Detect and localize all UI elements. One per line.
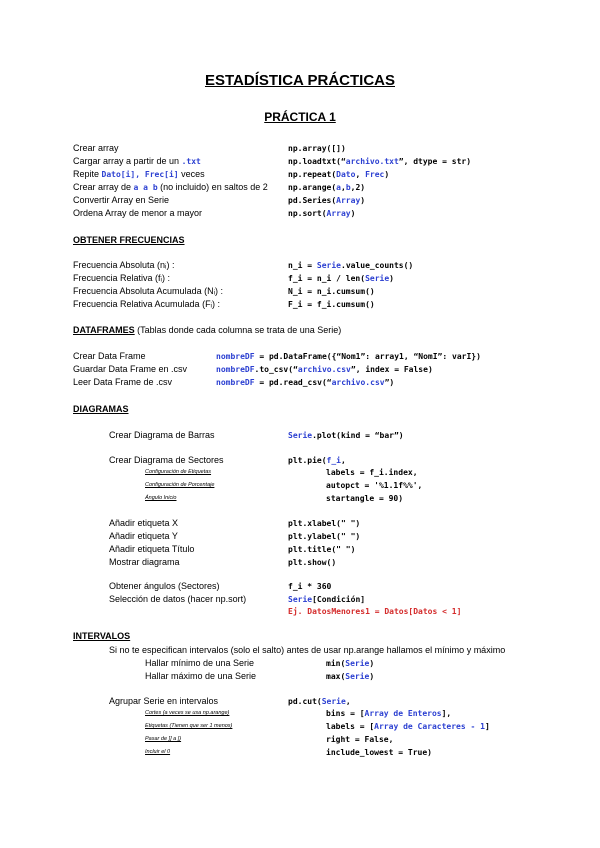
basic-code-create-array: np.array([]) bbox=[288, 144, 346, 153]
basic-label-repeat: Repite Dato[i], Frec[i] veces bbox=[73, 169, 205, 179]
freq-code-rel-acc: F_i = f_i.cumsum() bbox=[288, 300, 375, 309]
cut-sub-label-bins: Cortes (a veces se usa np.arange) bbox=[145, 710, 230, 716]
df-heading-line bbox=[73, 325, 341, 335]
diag-label-xlabel: Añadir etiqueta X bbox=[109, 518, 179, 528]
df-code-read: nombreDF = pd.read_csv(“archivo.csv”) bbox=[216, 378, 395, 387]
int-label-min: Hallar mínimo de una Serie bbox=[145, 658, 255, 668]
pie-sub-code-pct: autopct = '%1.1f%%', bbox=[326, 481, 423, 490]
diag-code-bars: Serie.plot(kind = “bar”) bbox=[288, 431, 404, 440]
diag-code-title: plt.title(" ") bbox=[288, 545, 356, 554]
df-label-read: Leer Data Frame de .csv bbox=[73, 377, 173, 387]
df-label-save: Guardar Data Frame en .csv bbox=[73, 364, 188, 374]
basic-label-create-array: Crear array bbox=[73, 143, 119, 153]
basic-code-arange: np.arange(a,b,2) bbox=[288, 183, 366, 192]
freq-code-rel: f_i = n_i / len(Serie) bbox=[288, 274, 394, 283]
df-code-create: nombreDF = pd.DataFrame({“Nom1”: array1, “NomI”: varI}) bbox=[216, 352, 481, 361]
freq-code-abs: n_i = Serie.value_counts() bbox=[288, 261, 414, 270]
diag-label-title: Añadir etiqueta Título bbox=[109, 544, 195, 554]
basic-label-arange: Crear array de a a b (no incluido) en saltos de 2 bbox=[73, 182, 268, 192]
int-label-cut: Agrupar Serie en intervalos bbox=[109, 696, 219, 706]
basic-label-sort: Ordena Array de menor a mayor bbox=[73, 208, 203, 218]
pie-sub-label-angle: Ángulo Inicio bbox=[145, 495, 177, 501]
diag-code-xlabel: plt.xlabel(" ") bbox=[288, 519, 361, 528]
cut-sub-code-bins: bins = [Array de Enteros], bbox=[326, 709, 452, 718]
practice-title: PRÁCTICA 1 bbox=[264, 110, 336, 124]
diag-heading: DIAGRAMAS bbox=[73, 404, 129, 414]
diag-label-pie: Crear Diagrama de Sectores bbox=[109, 455, 224, 465]
diag-example: Ej. DatosMenores1 = Datos[Datos < 1] bbox=[288, 607, 462, 616]
basic-code-loadtxt: np.loadtxt(“archivo.txt”, dtype = str) bbox=[288, 157, 472, 166]
df-heading-note: (Tablas donde cada columna se trata de una Serie) bbox=[134, 325, 342, 335]
cut-sub-label-right: Pasar de ]] a [) bbox=[145, 736, 182, 742]
int-heading: INTERVALOS bbox=[73, 631, 131, 641]
pie-sub-label-labels: Configuración de Etiquetas bbox=[145, 469, 212, 475]
int-code-max: max(Serie) bbox=[326, 672, 375, 681]
diag-label-select: Selección de datos (hacer np.sort) bbox=[109, 594, 247, 604]
diag-code-ylabel: plt.ylabel(" ") bbox=[288, 532, 361, 541]
cut-sub-code-right: right = False, bbox=[326, 735, 394, 744]
pie-sub-code-angle: startangle = 90) bbox=[326, 494, 404, 503]
freq-label-abs: Frecuencia Absoluta (nᵢ) : bbox=[73, 260, 175, 270]
freq-label-abs-acc: Frecuencia Absoluta Acumulada (Nᵢ) : bbox=[73, 286, 223, 296]
basic-code-series: pd.Series(Array) bbox=[288, 196, 366, 205]
basic-code-repeat: np.repeat(Dato, Frec) bbox=[288, 170, 390, 179]
basic-label-series: Convertir Array en Serie bbox=[73, 195, 170, 205]
freq-label-rel-acc: Frecuencia Relativa Acumulada (Fᵢ) : bbox=[73, 299, 220, 309]
diag-label-bars: Crear Diagrama de Barras bbox=[109, 430, 215, 440]
page-title: ESTADÍSTICA PRÁCTICAS bbox=[204, 72, 395, 89]
int-label-max: Hallar máximo de una Serie bbox=[145, 671, 257, 681]
cut-sub-code-labels: labels = [Array de Caracteres - 1] bbox=[326, 722, 490, 731]
int-note: Si no te especifican intervalos (solo el salto) antes de usar np.arange hallamos el mínimo y máximo bbox=[109, 645, 506, 655]
int-code-min: min(Serie) bbox=[326, 659, 375, 668]
freq-code-abs-acc: N_i = n_i.cumsum() bbox=[288, 287, 375, 296]
df-code-save: nombreDF.to_csv(“archivo.csv”, index = False) bbox=[216, 365, 433, 374]
df-label-create: Crear Data Frame bbox=[73, 351, 146, 361]
diag-label-show: Mostrar diagrama bbox=[109, 557, 180, 567]
diag-code-pie: plt.pie(f_i, bbox=[288, 456, 346, 465]
cut-sub-label-labels: Etiquetas (Tienen que ser 1 menos) bbox=[145, 723, 233, 729]
freq-heading: OBTENER FRECUENCIAS bbox=[73, 235, 185, 245]
diag-label-ylabel: Añadir etiqueta Y bbox=[109, 531, 178, 541]
freq-label-rel: Frecuencia Relativa (fᵢ) : bbox=[73, 273, 170, 283]
diag-label-angles: Obtener ángulos (Sectores) bbox=[109, 581, 220, 591]
txt-ext: .txt bbox=[181, 157, 201, 166]
basic-code-sort: np.sort(Array) bbox=[288, 209, 356, 218]
int-code-cut: pd.cut(Serie, bbox=[288, 697, 351, 706]
cut-sub-label-lowest: Incluir el 0 bbox=[145, 749, 171, 755]
df-heading: DATAFRAMES bbox=[73, 325, 135, 335]
cut-sub-code-lowest: include_lowest = True) bbox=[326, 748, 432, 757]
pie-sub-label-pct: Configuración de Porcentaje bbox=[145, 482, 215, 488]
pie-sub-code-labels: labels = f_i.index, bbox=[326, 468, 418, 477]
diag-code-select: Serie[Condición] bbox=[288, 595, 366, 604]
diag-code-angles: f_i * 360 bbox=[288, 582, 332, 591]
diag-code-show: plt.show() bbox=[288, 558, 337, 567]
basic-label-loadtxt: Cargar array a partir de un .txt bbox=[73, 156, 201, 166]
